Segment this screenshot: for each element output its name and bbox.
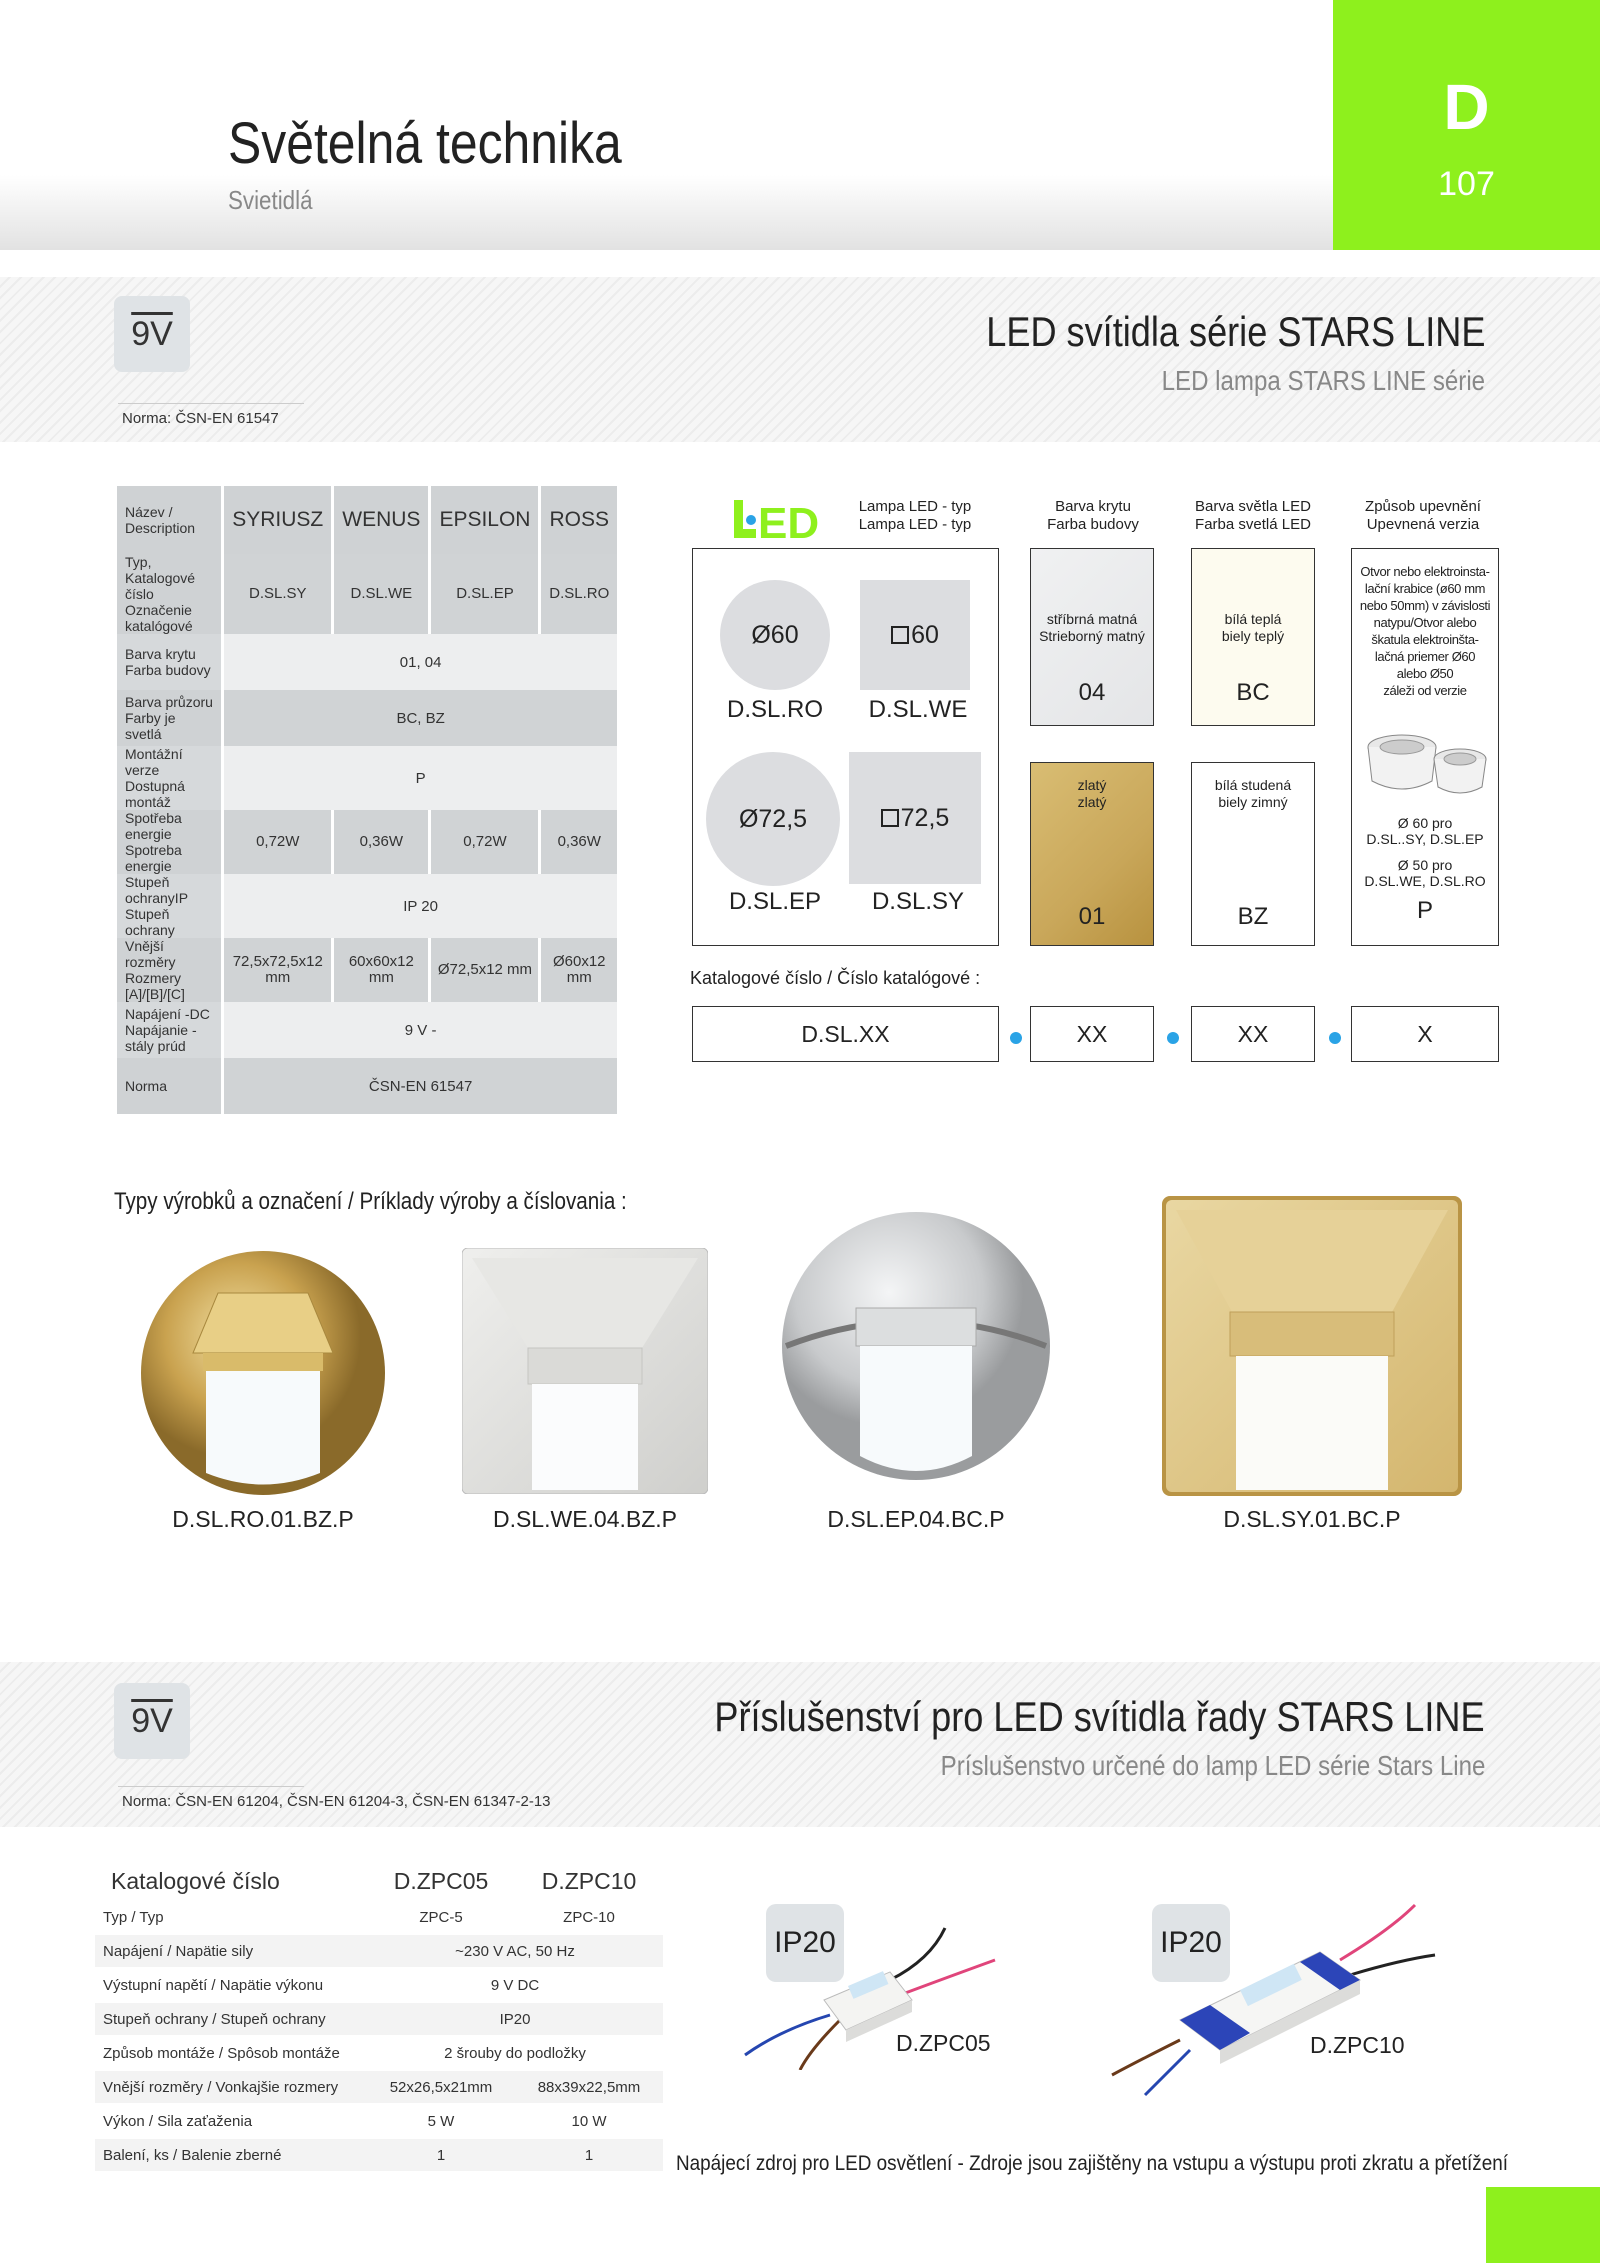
color-gold-code: 01 xyxy=(1078,903,1106,930)
shape-code-ro: D.SL.RO xyxy=(726,696,824,723)
acc-row xyxy=(95,1900,663,1934)
spec-row-label: Barva průzoru Farby je svetlá xyxy=(117,690,221,746)
voltage-label: 9V xyxy=(131,1702,173,1740)
supply-label-zpc10: D.ZPC10 xyxy=(1310,2032,1405,2058)
col-header-light-color: Barva světla LED Farba svetlá LED xyxy=(1195,498,1311,533)
acc-cell: 52x26,5x21mm xyxy=(367,2070,515,2104)
light-cold-name: bílá studená biely zimný xyxy=(1214,777,1292,810)
color-silver-code: 04 xyxy=(1078,679,1106,706)
spec-header-row xyxy=(117,486,617,554)
section-title: LED svítidla série STARS LINE xyxy=(985,308,1485,355)
acc-header-label: Katalogové číslo xyxy=(95,1864,367,1900)
led-logo xyxy=(730,496,840,542)
shape-code-sy: D.SL.SY xyxy=(871,888,965,915)
round-shape-60 xyxy=(720,580,830,690)
spec-row-label: Norma xyxy=(117,1058,221,1114)
acc-cell: 9 V DC xyxy=(367,1968,663,2002)
square-symbol-icon xyxy=(891,626,909,644)
page-title: Světelná technika xyxy=(228,111,622,176)
shape-code-ep: D.SL.EP xyxy=(728,888,822,915)
square-symbol-icon xyxy=(881,809,899,827)
light-warm-name: bílá teplá biely teplý xyxy=(1221,611,1285,644)
acc-cell: 2 šrouby do podložky xyxy=(367,2036,663,2070)
acc-row-label: Způsob montáže / Spôsob montáže xyxy=(95,2036,367,2070)
spec-cell: BC, BZ xyxy=(224,690,617,746)
norma-divider xyxy=(118,1786,304,1787)
spec-header-ross: ROSS xyxy=(541,486,617,554)
shape-dim-ep: Ø72,5 xyxy=(738,805,808,833)
color-gold-box xyxy=(1030,762,1154,946)
spec-row-label: Typ, Katalogové číslo Označenie katalógové xyxy=(117,554,221,634)
light-warm-box xyxy=(1191,548,1315,726)
spec-cell: D.SL.EP xyxy=(431,554,538,634)
page-subtitle: Svietidlá xyxy=(228,185,313,215)
catalog-part-base: D.SL.XX xyxy=(692,1006,999,1062)
spec-row xyxy=(117,1002,617,1058)
spec-row xyxy=(117,746,617,810)
lamp-ep-silver-image xyxy=(782,1196,1050,1496)
catalog-part-mount: X xyxy=(1351,1006,1499,1062)
shape-dim-we: 60 xyxy=(911,621,939,649)
spec-cell: Ø72,5x12 mm xyxy=(431,938,538,1002)
mounting-note-60: Ø 60 pro D.SL..SY, D.SL.EP xyxy=(1366,815,1484,847)
color-silver-box xyxy=(1030,548,1154,726)
acc-cell: ZPC-5 xyxy=(367,1900,515,1934)
acc-cell: 88x39x22,5mm xyxy=(515,2070,663,2104)
voltage-label: 9V xyxy=(131,315,173,353)
spec-row xyxy=(117,690,617,746)
product-label-ro: D.SL.RO.01.BZ.P xyxy=(172,1506,354,1532)
color-silver-name: stříbrná matná Strieborný matný xyxy=(1039,611,1145,644)
corner-accent xyxy=(1486,2187,1600,2263)
ip-badge-zpc05: IP20 xyxy=(766,1904,844,1982)
shape-dim-ro: Ø60 xyxy=(751,621,799,649)
acc-header-zpc10: D.ZPC10 xyxy=(515,1864,663,1900)
catalog-label: Katalogové číslo / Číslo katalógové : xyxy=(690,968,981,988)
spec-row xyxy=(117,634,617,690)
section-tab xyxy=(1333,0,1600,250)
light-warm-code: BC xyxy=(1236,679,1270,706)
color-gold-name: zlatý zlatý xyxy=(1077,777,1107,810)
voltage-badge xyxy=(114,1683,190,1759)
separator-dot xyxy=(1329,1032,1341,1044)
section-title: Příslušenství pro LED svítidla řady STARS LINE xyxy=(714,1693,1485,1740)
acc-cell: 5 W xyxy=(367,2104,515,2138)
acc-cell: ~230 V AC, 50 Hz xyxy=(367,1934,663,1968)
junction-box-icon xyxy=(1362,725,1490,803)
acc-row-label: Typ / Typ xyxy=(95,1900,367,1934)
acc-row xyxy=(95,2104,663,2138)
catalog-part-color: XX xyxy=(1030,1006,1154,1062)
spec-cell: 0,36W xyxy=(541,810,617,874)
col-header-cover-color: Barva krytu Farba budovy xyxy=(1047,498,1139,533)
acc-row-label: Napájení / Napätie sily xyxy=(95,1934,367,1968)
shape-dim-sy: 72,5 xyxy=(900,804,950,832)
spec-cell: 0,72W xyxy=(431,810,538,874)
supply-label-zpc05: D.ZPC05 xyxy=(896,2030,991,2056)
acc-row-label: Vnější rozměry / Vonkajšie rozmery xyxy=(95,2070,367,2104)
spec-cell: 60x60x12 mm xyxy=(334,938,428,1002)
svg-text:ED: ED xyxy=(758,499,820,542)
square-shape-72 xyxy=(849,752,981,884)
spec-cell: 01, 04 xyxy=(224,634,617,690)
spec-cell: D.SL.SY xyxy=(224,554,331,634)
acc-row xyxy=(95,2070,663,2104)
acc-cell: IP20 xyxy=(367,2002,663,2036)
square-shape-60 xyxy=(860,580,970,690)
col-header-mounting: Způsob upevnění Upevnená verzia xyxy=(1365,498,1481,533)
acc-row xyxy=(95,2138,663,2172)
supplies-note: Napájecí zdroj pro LED osvětlení - Zdroje jsou zajištěny na vstupu a výstupu proti zkratu a přetížení xyxy=(676,2152,1509,2175)
spec-header-label: Název / Description xyxy=(117,486,221,554)
spec-row-label: Stupeň ochranyIP Stupeň ochrany xyxy=(117,874,221,938)
spec-row-label: Barva krytu Farba budovy xyxy=(117,634,221,690)
spec-row xyxy=(117,1058,617,1114)
spec-cell: 9 V - xyxy=(224,1002,617,1058)
col-header-lamp-type: Lampa LED - typ Lampa LED - typ xyxy=(858,498,972,533)
mounting-description: Otvor nebo elektroinsta- lační krabice (ø60 mm nebo 50mm) v závislosti natypu/Otvor alebo škatula elektroinšta- lačná priemer Ø60 alebo Ø50 záleži od verzie xyxy=(1359,564,1491,698)
page-number: 107 xyxy=(1438,165,1495,203)
power-supply-zpc10-image xyxy=(1110,1900,1440,2100)
product-label-ep: D.SL.EP.04.BC.P xyxy=(827,1506,1005,1532)
accessories-table xyxy=(95,1864,663,2173)
separator-dot xyxy=(1167,1032,1179,1044)
acc-row-label: Výstupní napětí / Napätie výkonu xyxy=(95,1968,367,2002)
spec-row-label: Spotřeba energie Spotreba energie xyxy=(117,810,221,874)
spec-header-epsilon: EPSILON xyxy=(431,486,538,554)
spec-cell: 0,36W xyxy=(334,810,428,874)
spec-header-syriusz: SYRIUSZ xyxy=(224,486,331,554)
product-label-sy: D.SL.SY.01.BC.P xyxy=(1223,1506,1401,1532)
light-cold-box xyxy=(1191,762,1315,946)
spec-cell: IP 20 xyxy=(224,874,617,938)
lamp-ro-gold-image xyxy=(138,1248,388,1498)
spec-row xyxy=(117,938,617,1002)
spec-row xyxy=(117,874,617,938)
spec-cell: D.SL.WE xyxy=(334,554,428,634)
spec-cell: Ø60x12 mm xyxy=(541,938,617,1002)
spec-header-wenus: WENUS xyxy=(334,486,428,554)
acc-row xyxy=(95,1968,663,2002)
shape-code-we: D.SL.WE xyxy=(868,696,968,723)
acc-header-row xyxy=(95,1864,663,1900)
acc-row-label: Balení, ks / Balenie zberné xyxy=(95,2138,367,2172)
acc-cell: 1 xyxy=(367,2138,515,2172)
spec-cell: D.SL.RO xyxy=(541,554,617,634)
acc-cell: ZPC-10 xyxy=(515,1900,663,1934)
spec-row xyxy=(117,810,617,874)
norma-divider xyxy=(118,403,304,404)
section-subtitle: Príslušenstvo určené do lamp LED série Stars Line xyxy=(940,1750,1485,1781)
light-cold-code: BZ xyxy=(1237,903,1269,930)
lamp-sy-gold-image xyxy=(1162,1196,1462,1496)
acc-row-label: Stupeň ochrany / Stupeň ochrany xyxy=(95,2002,367,2036)
spec-row-label: Montážní verze Dostupná montáž xyxy=(117,746,221,810)
catalog-part-light: XX xyxy=(1191,1006,1315,1062)
spec-cell: 0,72W xyxy=(224,810,331,874)
round-shape-72 xyxy=(706,752,840,886)
acc-row-label: Výkon / Sila zaťaženia xyxy=(95,2104,367,2138)
product-label-we: D.SL.WE.04.BZ.P xyxy=(492,1506,678,1532)
products-heading: Typy výrobků a označení / Príklady výroby a číslovania : xyxy=(114,1188,627,1215)
voltage-badge xyxy=(114,296,190,372)
spec-cell: 72,5x72,5x12 mm xyxy=(224,938,331,1002)
acc-row xyxy=(95,1934,663,1968)
lamp-we-silver-image xyxy=(462,1248,708,1494)
mounting-note-50: Ø 50 pro D.SL.WE, D.SL.RO xyxy=(1364,857,1486,889)
acc-header-zpc05: D.ZPC05 xyxy=(367,1864,515,1900)
section-subtitle: LED lampa STARS LINE série xyxy=(1161,365,1485,396)
spec-row-label: Napájení -DC Napájanie - stály prúd xyxy=(117,1002,221,1058)
norma-text: Norma: ČSN-EN 61547 xyxy=(122,410,279,427)
section-letter: D xyxy=(1443,71,1490,143)
spec-table xyxy=(114,486,620,1114)
norma-text: Norma: ČSN-EN 61204, ČSN-EN 61204-3, ČSN-EN 61347-2-13 xyxy=(122,1793,551,1810)
acc-row xyxy=(95,2036,663,2070)
mounting-box xyxy=(1351,548,1499,946)
acc-row xyxy=(95,2002,663,2036)
acc-cell: 10 W xyxy=(515,2104,663,2138)
acc-cell: 1 xyxy=(515,2138,663,2172)
spec-row xyxy=(117,554,617,634)
spec-cell: P xyxy=(224,746,617,810)
mounting-code: P xyxy=(1416,897,1433,924)
spec-row-label: Vnější rozměry Rozmery [A]/[B]/[C] xyxy=(117,938,221,1002)
ip-badge-zpc10: IP20 xyxy=(1152,1904,1230,1982)
separator-dot xyxy=(1010,1032,1022,1044)
spec-cell: ČSN-EN 61547 xyxy=(224,1058,617,1114)
